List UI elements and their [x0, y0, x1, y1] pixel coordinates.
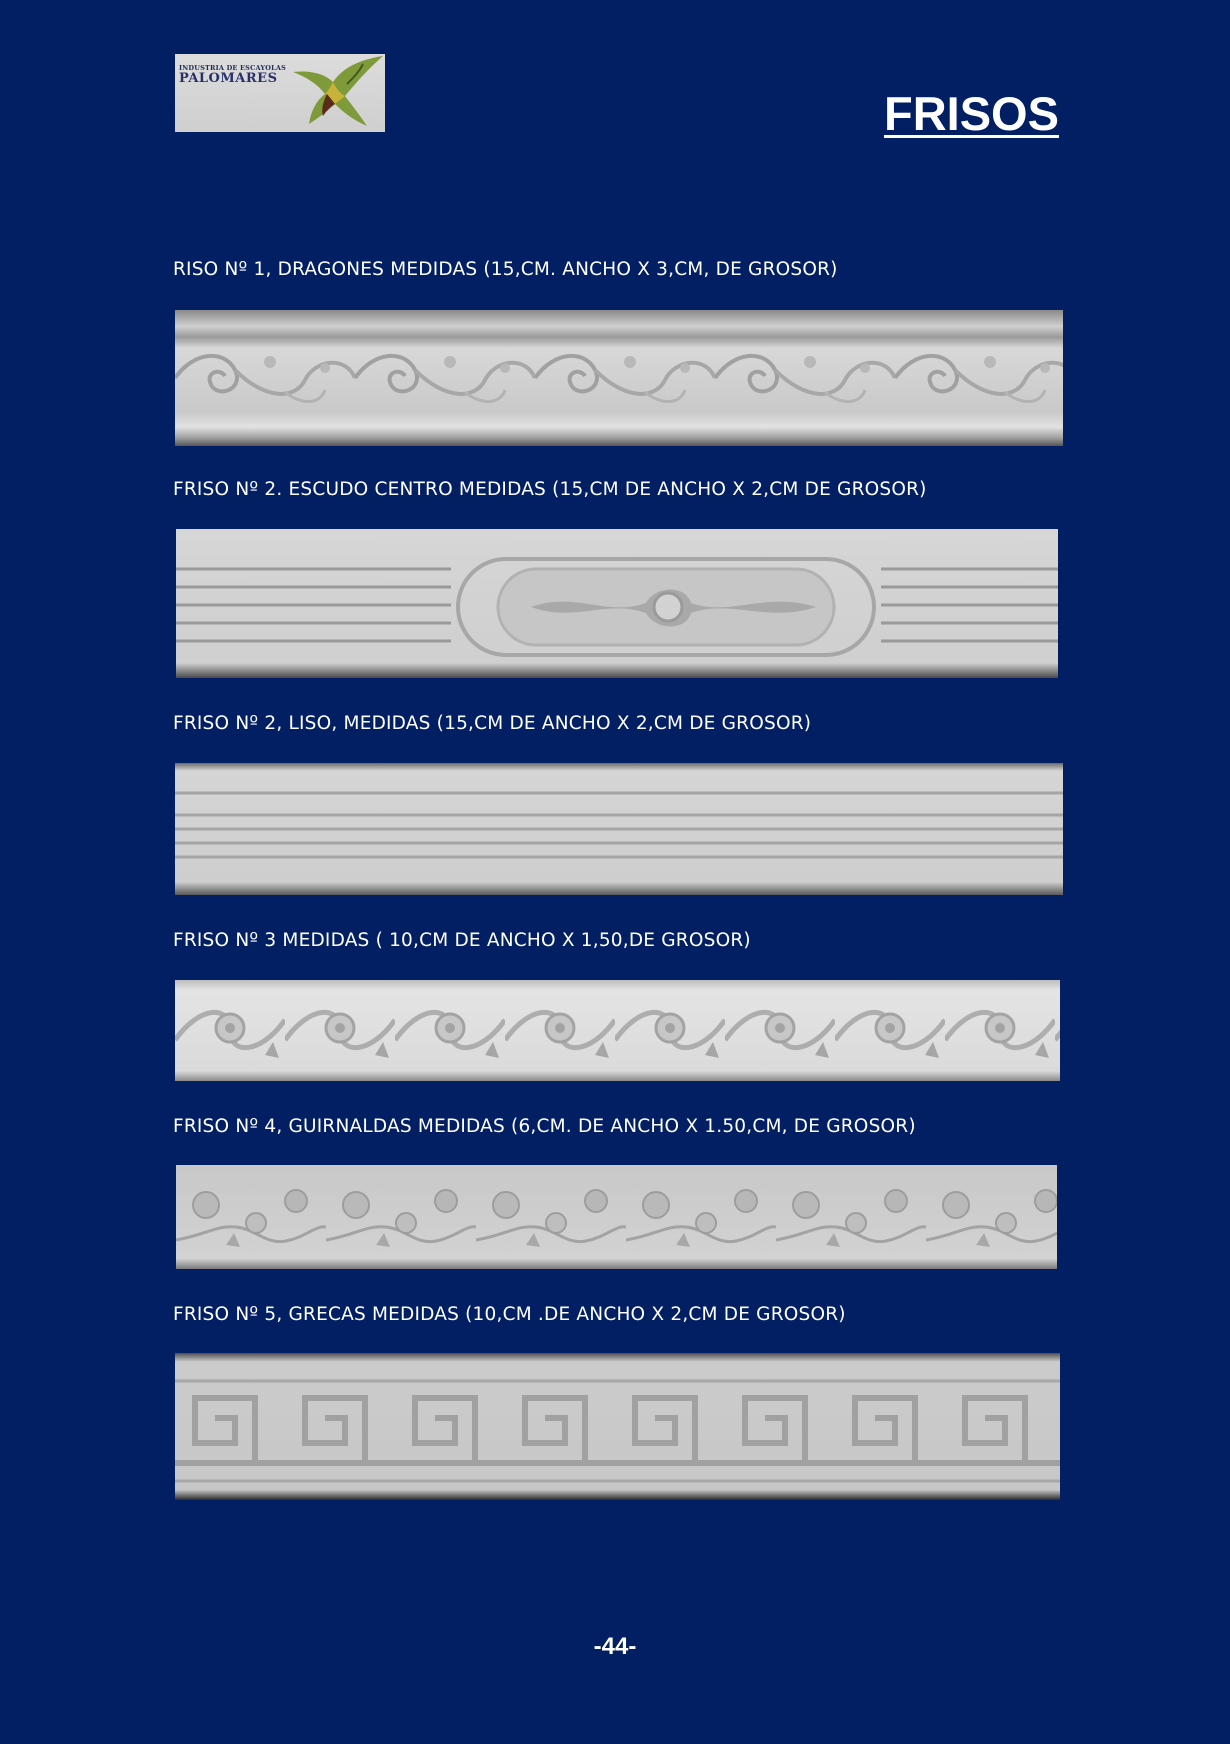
page-number: -44- [593, 1633, 637, 1660]
frieze-caption-3: FRISO Nº 2, LISO, MEDIDAS (15,CM DE ANCHO X 2,CM DE GROSOR) [173, 713, 812, 734]
frieze-caption-1: RISO Nº 1, DRAGONES MEDIDAS (15,CM. ANCHO X 3,CM, DE GROSOR) [173, 259, 838, 280]
frieze-caption-6: FRISO Nº 5, GRECAS MEDIDAS (10,CM .DE ANCHO X 2,CM DE GROSOR) [173, 1304, 846, 1325]
frieze-caption-5: FRISO Nº 4, GUIRNALDAS MEDIDAS (6,CM. DE ANCHO X 1.50,CM, DE GROSOR) [173, 1116, 916, 1137]
bird-logo-icon [263, 54, 385, 132]
frieze-image-5 [176, 1165, 1057, 1269]
logo-subtitle: INDUSTRIA DE ESCAYOLAS [179, 64, 286, 72]
frieze-image-6 [175, 1353, 1060, 1500]
frieze-caption-4: FRISO Nº 3 MEDIDAS ( 10,CM DE ANCHO X 1,50,DE GROSOR) [173, 930, 751, 951]
frieze-image-2 [176, 529, 1058, 678]
frieze-image-3 [175, 763, 1063, 895]
company-logo [175, 54, 385, 132]
logo-name: PALOMARES [179, 71, 278, 86]
frieze-caption-2: FRISO Nº 2. ESCUDO CENTRO MEDIDAS (15,CM DE ANCHO X 2,CM DE GROSOR) [173, 479, 927, 500]
frieze-image-1 [175, 310, 1063, 446]
page-title: FRISOS [884, 87, 1059, 140]
frieze-image-4 [175, 980, 1060, 1081]
